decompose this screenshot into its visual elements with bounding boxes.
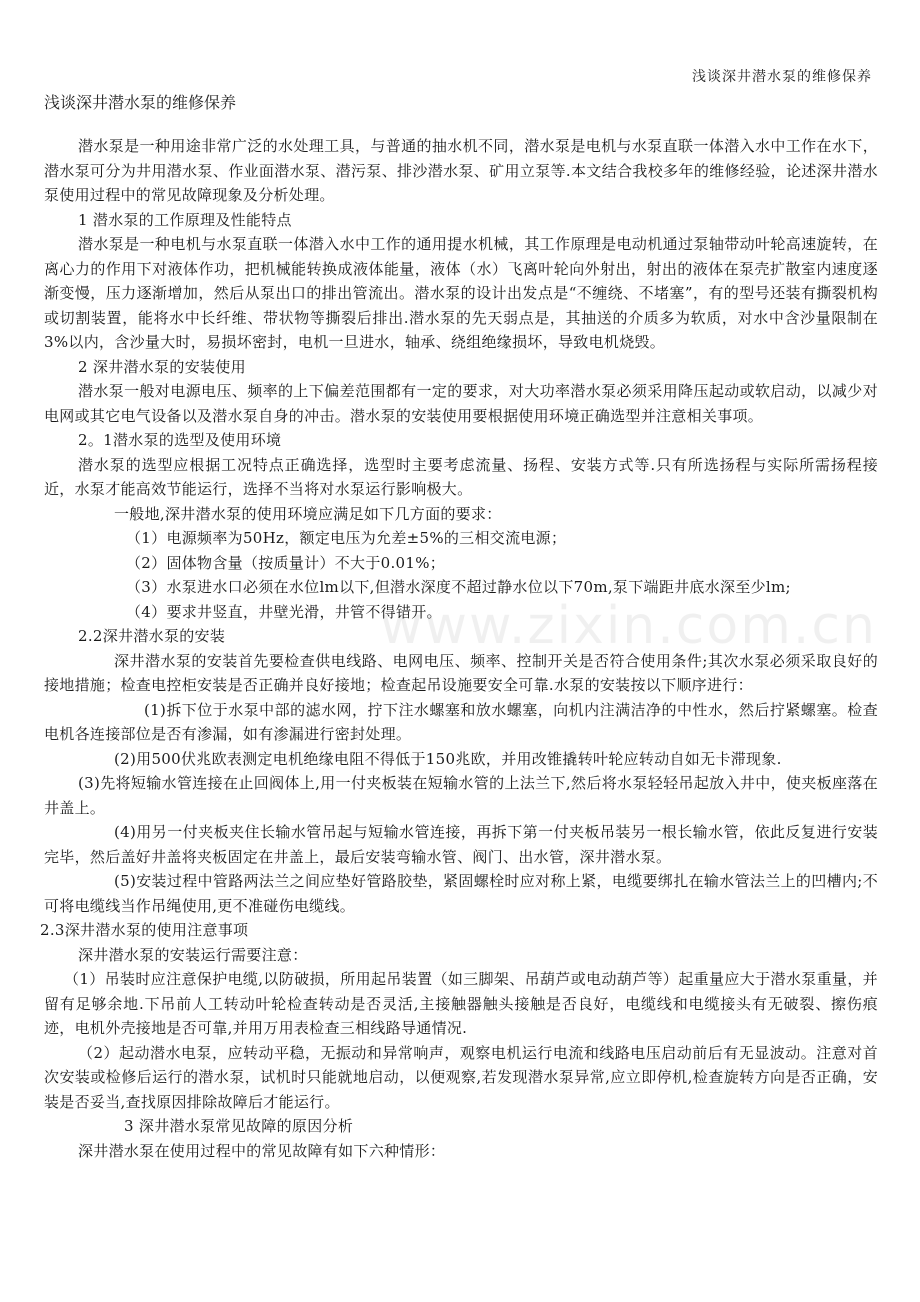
subsection-heading: 2.2深井潜水泵的安装 — [78, 627, 226, 645]
list-item: （2）起动潜水电泵，应转动平稳，无振动和异常响声，观察电机运行电流和线路电压启动前后有无显波动。注意对首次安装或检修后运行的潜水泵，试机时只能就地启动，以便观察,若发现潜水泵异常,应立即停机,检查旋转方向是否正确，安装是否妥当,查找原因排除故障后才能运行。 — [44, 1043, 878, 1111]
list-item: （2）固体物含量（按质量计）不大于0.01%； — [126, 553, 446, 572]
document-body — [40, 134, 878, 1163]
section-heading: 3 深井潜水泵常见故障的原因分析 — [124, 1117, 354, 1135]
intro-paragraph: 潜水泵是一种用途非常广泛的水处理工具，与普通的抽水机不同，潜水泵是电机与水泵直联一体潜入水中工作在水下，潜水泵可分为井用潜水泵、作业面潜水泵、潜污泵、排沙潜水泵、矿用立泵等.本文结合我校多年的维修经验，论述深井潜水泵使用过程中的常见故障现象及分析处理。 — [44, 137, 878, 204]
watermark: www.zixin.com.cn — [380, 596, 877, 656]
body-paragraph: 潜水泵一般对电源电压、频率的上下偏差范围都有一定的要求，对大功率潜水泵必须采用降压起动或软启动，以减少对电网或其它电气设备以及潜水泵自身的冲击。潜水泵的安装使用要根据使用环境正确选型并注意相关事项。 — [44, 382, 878, 425]
body-paragraph: 深井潜水泵的安装首先要检查供电线路、电网电压、频率、控制开关是否符合使用条件;其次水泵必须采取良好的接地措施；检查电控柜安装是否正确并良好接地；检查起吊设施要安全可靠.水泵的安装按以下顺序进行： — [44, 651, 878, 694]
subsection-heading: 2.3深井潜水泵的使用注意事项 — [40, 921, 249, 939]
list-item: (3)先将短输水管连接在止回阀体上,用一付夹板装在短输水管的上法兰下,然后将水泵轻轻吊起放入井中，使夹板座落在井盖上。 — [44, 774, 878, 817]
body-paragraph: 潜水泵的选型应根据工况特点正确选择，选型时主要考虑流量、扬程、安装方式等.只有所选扬程与实际所需扬程接近，水泵才能高效节能运行，选择不当将对水泵运行影响极大。 — [44, 455, 878, 498]
body-paragraph: 潜水泵是一种电机与水泵直联一体潜入水中工作的通用提水机械，其工作原理是电动机通过泵轴带动叶轮高速旋转，在离心力的作用下对液体作功，把机械能转换成液体能量，液体（水）飞离叶轮向外射出，射出的液体在泵壳扩散室内速度逐渐变慢，压力逐渐增加，然后从泵出口的排出管流出。潜水泵的设计出发点是“不缠绕、不堵塞”，有的型号还装有撕裂机构或切割装置，能将水中长纤维、带状物等撕裂后排出.潜水泵的先天弱点是，其抽送的介质多为软质，对水中含沙量限制在3%以内，含沙量大时，易损坏密封，电机一旦进水，轴承、绕组绝缘损坏，导致电机烧毁。 — [44, 235, 878, 351]
body-paragraph: 一般地,深井潜水泵的使用环境应满足如下几方面的要求： — [114, 504, 502, 523]
document-title: 浅谈深井潜水泵的维修保养 — [44, 93, 237, 112]
list-item: (5)安装过程中管路两法兰之间应垫好管路胶垫，紧固螺栓时应对称上紧，电缆要绑扎在输水管法兰上的凹槽内;不可将电缆线当作吊绳使用,更不准碰伤电缆线。 — [44, 872, 878, 915]
list-item: (4)用另一付夹板夹住长输水管吊起与短输水管连接，再拆下第一付夹板吊装另一根长输水管，依此反复进行安装完毕，然后盖好井盖将夹板固定在井盖上，最后安装弯输水管、阀门、出水管，深井潜水泵。 — [44, 823, 878, 866]
section-heading: 2 深井潜水泵的安装使用 — [78, 357, 246, 376]
list-item: (1)拆下位于水泵中部的滤水网，拧下注水螺塞和放水螺塞，向机内注满洁净的中性水，然后拧紧螺塞。检查电机各连接部位是否有渗漏，如有渗漏进行密封处理。 — [44, 700, 878, 743]
body-paragraph: 深井潜水泵的安装运行需要注意： — [78, 945, 308, 964]
running-header: 浅谈深井潜水泵的维修保养 — [692, 69, 872, 85]
list-item: （1）吊装时应注意保护电缆,以防破损，所用起吊装置（如三脚架、吊葫芦或电动葫芦等）起重量应大于潜水泵重量，并留有足够余地.下吊前人工转动叶轮检查转动是否灵活,主接触器触头接触是否良好，电缆线和电缆接头有无破裂、擦伤痕迹，电机外壳接地是否可靠,并用万用表检查三相线路导通情况. — [44, 970, 878, 1037]
section-heading: 1 潜水泵的工作原理及性能特点 — [78, 210, 292, 229]
list-item: （4）要求井竖直，井壁光滑，井管不得错开。 — [126, 602, 442, 621]
subsection-heading: 2。1潜水泵的选型及使用环境 — [78, 431, 282, 449]
list-item: (2)用500伏兆欧表测定电机绝缘电阻不得低于150兆欧，并用改锥撬转叶轮应转动自如无卡滞现象. — [114, 749, 782, 768]
body-paragraph: 深井潜水泵在使用过程中的常见故障有如下六种情形： — [78, 1141, 446, 1160]
list-item: （3）水泵进水口必须在水位lm以下,但潜水深度不超过静水位以下70m,泵下端距井底水深至少lm; — [126, 578, 791, 596]
list-item: （1）电源频率为50Hz，额定电压为允差±5%的三相交流电源； — [126, 529, 567, 547]
